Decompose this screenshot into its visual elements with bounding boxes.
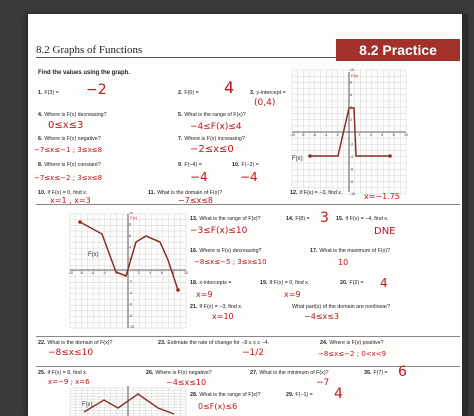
answer-19: x=9 — [284, 290, 301, 299]
graph-3-fn-label: F(x) — [82, 402, 93, 408]
answer-7: −2≤x≤0 — [190, 144, 234, 155]
question-6: 6. Where is F(x) negative? — [38, 136, 101, 142]
question-15: 15. If F(x) = −4, find x. — [336, 216, 389, 222]
question-10: 10. F(−2) = — [232, 162, 259, 168]
question-11: 11. What is the domain of F(x)? — [148, 190, 223, 196]
answer-2: 4 — [224, 78, 235, 97]
answer-23: −1/2 — [242, 348, 265, 358]
graph-1-fn-label: F(x) — [292, 156, 303, 162]
question-8: 8. Where is F(x) constant? — [38, 162, 101, 168]
question-35: 35. F(7) = — [364, 370, 388, 376]
answer-21: x=10 — [212, 312, 234, 321]
answer-16: −8≤x≤−5 ; 3≤x≤10 — [194, 258, 267, 266]
svg-text:F(x): F(x) — [351, 73, 359, 78]
x-tick-label: 2 — [137, 271, 140, 275]
y-tick-label: -4 — [350, 155, 354, 159]
svg-text:F(x): F(x) — [130, 215, 138, 220]
answer-10b: x=1 , x=3 — [50, 196, 91, 205]
y-tick-label: 10 — [129, 212, 133, 216]
x-tick-label: 4 — [149, 271, 152, 275]
question-20: 20. F(2) = — [340, 280, 364, 286]
question-19: 19. If F(x) = 0, find x. — [260, 280, 310, 286]
question-24: 24. Where is F(x) positive? — [320, 340, 384, 346]
y-tick-label: 2 — [350, 117, 352, 122]
x-tick-label: -4 — [324, 133, 328, 137]
question-16: 16. Where is F(x) decreasing? — [190, 248, 262, 254]
question-29: 29. F(−1) = — [286, 392, 313, 398]
question-26: 26. Where is F(x) negative? — [146, 370, 212, 376]
answer-3: (0,4) — [254, 98, 276, 108]
x-tick-label: 10 — [184, 271, 188, 275]
x-tick-label: -2 — [335, 133, 339, 137]
question-23: 23. Estimate the rate of change for −8 ≤ x ≤ −4. — [158, 340, 270, 346]
y-tick-label: -2 — [350, 142, 354, 147]
question-3: 3. y-intercept = — [250, 90, 286, 96]
answer-25: x=−9 ; x=6 — [48, 378, 90, 386]
graph-1 — [290, 68, 408, 196]
answer-28: 0≤F(x)≤6 — [198, 402, 238, 411]
page-edge-shadow — [462, 14, 468, 416]
y-tick-label: 6 — [129, 234, 131, 238]
answer-21b: −4≤x≤3 — [304, 312, 340, 321]
answer-20: 4 — [380, 276, 388, 290]
question-25: 25. If F(x) = 8, find x. — [38, 370, 88, 376]
worksheet-page — [28, 14, 468, 416]
question-22: 22. What is the domain of F(x)? — [38, 340, 113, 346]
graph-3 — [68, 386, 188, 416]
y-tick-label: -10 — [350, 192, 356, 196]
x-tick-label: -8 — [301, 133, 305, 137]
x-tick-label: -8 — [79, 271, 83, 275]
answer-14: 3 — [320, 210, 329, 226]
row-rule — [36, 366, 460, 367]
y-tick-label: 2 — [129, 256, 131, 261]
x-tick-label: 2 — [358, 133, 361, 137]
header-rule — [36, 57, 336, 58]
x-tick-label: -4 — [102, 271, 106, 275]
question-18: 18. x-intercepts = — [190, 280, 232, 286]
question-9: 9. F(−4) = — [178, 162, 202, 168]
y-tick-label: -8 — [350, 179, 354, 184]
answer-29: 4 — [334, 386, 343, 402]
question-10b: 10. If F(x) = 0, find x. — [38, 190, 88, 196]
x-tick-label: -10 — [68, 271, 74, 275]
answer-4: 0≤x≤3 — [48, 120, 84, 131]
y-tick-label: -4 — [129, 291, 133, 295]
x-tick-label: -6 — [312, 133, 316, 137]
y-tick-label: 4 — [129, 245, 131, 250]
answer-24: −8≤x≤−2 ; 0<x<9 — [318, 350, 387, 358]
section-title: 8.2 Graphs of Functions — [36, 44, 143, 56]
question-2: 2. F(0) = — [178, 90, 199, 96]
answer-12: x≈−1.75 — [364, 192, 400, 201]
question-4: 4. Where is F(x) decreasing? — [38, 112, 107, 118]
answer-10: −4 — [240, 170, 258, 184]
question-14: 14. F(8) = — [286, 216, 310, 222]
answer-6: −7≤x≤−1 ; 3≤x≤8 — [34, 146, 103, 154]
row-rule — [36, 204, 460, 205]
y-tick-label: 6 — [350, 93, 352, 97]
answer-18: x=9 — [196, 290, 213, 299]
question-17: 17. What is the maximum of F(x)? — [310, 248, 391, 254]
question-1: 1. F(3) = — [38, 90, 59, 96]
answer-13: −3≤F(x)≤10 — [190, 226, 248, 236]
answer-22: −8≤x≤10 — [48, 348, 94, 358]
x-tick-label: 6 — [160, 271, 163, 275]
y-tick-label: -10 — [129, 325, 135, 330]
x-tick-label: 8 — [392, 133, 395, 137]
y-tick-label: 8 — [350, 80, 352, 85]
answer-9: −4 — [190, 170, 208, 184]
x-tick-label: -6 — [91, 271, 95, 275]
y-tick-label: 8 — [129, 222, 131, 227]
question-7: 7. Where is F(x) increasing? — [178, 136, 245, 142]
question-13: 13. What is the range of F(x)? — [190, 216, 261, 222]
answer-5: −4≤F(x)≤4 — [190, 122, 242, 132]
y-tick-label: 4 — [350, 105, 352, 110]
x-tick-label: 4 — [369, 133, 372, 137]
x-tick-label: 8 — [172, 271, 175, 275]
answer-15: DNE — [374, 226, 396, 237]
y-tick-label: -8 — [129, 313, 133, 318]
answer-11: −7≤x≤8 — [178, 196, 214, 205]
graph-2 — [68, 212, 188, 330]
x-tick-label: 6 — [381, 133, 384, 137]
graph-2-fn-label: F(x) — [88, 252, 99, 258]
answer-1: −2 — [86, 82, 107, 98]
question-27: 27. What is the minimum of F(x)? — [250, 370, 329, 376]
question-5: 5. What is the range of F(x)? — [178, 112, 246, 118]
instructions: Find the values using the graph. — [38, 70, 131, 76]
x-tick-label: 10 — [404, 133, 408, 137]
question-21b: What part(s) of the domain are nonlinear? — [292, 304, 391, 310]
y-tick-label: -2 — [129, 279, 133, 284]
answer-35: 6 — [398, 364, 407, 380]
y-tick-label: -6 — [350, 167, 354, 172]
answer-26: −4≤x≤10 — [166, 378, 207, 387]
row-rule — [36, 336, 460, 337]
question-21: 21. If F(x) = −3, find x. — [190, 304, 243, 310]
answer-27: −7 — [316, 378, 330, 388]
x-tick-label: -2 — [114, 271, 118, 275]
question-28: 28. What is the range of F(x)? — [190, 392, 261, 398]
answer-8: −7≤x≤−2 ; 3≤x≤8 — [34, 174, 103, 182]
question-12: 12. If F(x) = −3, find x. — [290, 190, 343, 196]
answer-17: 10 — [338, 258, 349, 267]
x-tick-label: -10 — [290, 133, 296, 137]
y-tick-label: 10 — [350, 68, 354, 73]
practice-banner: 8.2 Practice — [336, 39, 460, 61]
y-tick-label: -6 — [129, 302, 133, 307]
